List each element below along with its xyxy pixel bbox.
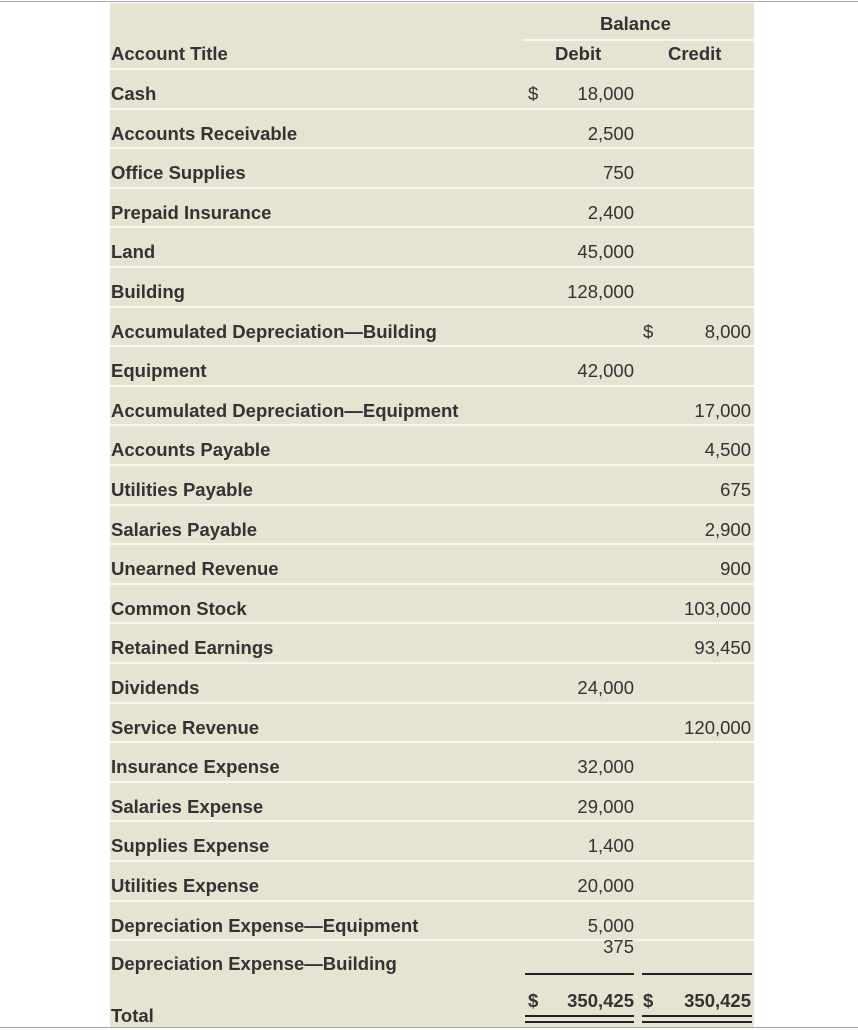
table-row <box>110 347 754 387</box>
row-debit: 2,500 <box>587 122 634 144</box>
credit-double-rule <box>642 1015 752 1023</box>
row-title: Dividends <box>111 677 200 698</box>
table-row <box>110 902 754 942</box>
row-title: Office Supplies <box>111 162 246 184</box>
row-debit: 375 <box>603 936 634 957</box>
row-debit: 20,000 <box>577 875 634 896</box>
row-title: Accounts Receivable <box>111 122 298 144</box>
row-title: Common Stock <box>111 597 247 619</box>
table-row <box>110 664 754 704</box>
row-debit: 24,000 <box>577 677 634 698</box>
row-title: Utilities Expense <box>111 875 260 896</box>
table-row <box>110 149 754 189</box>
total-debit-sign: $ <box>528 990 539 1011</box>
row-debit: 42,000 <box>577 360 634 382</box>
row-debit: 1,400 <box>587 835 634 857</box>
debit-double-rule <box>525 1015 634 1023</box>
total-credit: 350,425 <box>684 990 751 1011</box>
table-row <box>110 862 754 902</box>
row-title: Salaries Payable <box>111 518 258 540</box>
row-title: Land <box>111 241 156 263</box>
table-row <box>110 704 754 744</box>
credit-header: Credit <box>668 43 722 64</box>
row-title: Unearned Revenue <box>111 558 279 580</box>
balance-header: Balance <box>600 13 671 34</box>
table-row <box>110 268 754 308</box>
row-title: Depreciation Expense—Building <box>111 953 397 974</box>
row-title: Salaries Expense <box>111 795 264 817</box>
row-credit: 2,900 <box>704 518 751 540</box>
top-rule <box>0 1 858 2</box>
row-title: Equipment <box>111 360 207 382</box>
credit-sum-rule <box>642 973 752 975</box>
row-credit: 120,000 <box>684 716 751 738</box>
trial-balance-table <box>110 3 754 1027</box>
header-balance-row <box>110 3 754 41</box>
table-row <box>110 466 754 506</box>
row-credit: 17,000 <box>694 399 751 421</box>
table-row <box>110 822 754 862</box>
credit-dollar-sign: $ <box>643 320 654 342</box>
row-title: Depreciation Expense—Equipment <box>111 914 419 936</box>
table-row <box>110 110 754 150</box>
total-label: Total <box>111 1005 154 1026</box>
table-row <box>110 743 754 783</box>
table-row <box>110 783 754 823</box>
table-row <box>110 585 754 625</box>
table-row <box>110 506 754 546</box>
account-title-header: Account Title <box>111 43 228 64</box>
row-debit: 128,000 <box>567 281 634 302</box>
table-row <box>110 387 754 427</box>
row-credit: 4,500 <box>704 439 751 461</box>
row-title: Insurance Expense <box>111 756 280 778</box>
total-row <box>110 936 754 1027</box>
debit-header: Debit <box>555 43 602 64</box>
row-debit: 29,000 <box>577 795 634 817</box>
table-row <box>110 189 754 229</box>
row-credit: 93,450 <box>694 637 751 659</box>
table-row <box>110 228 754 268</box>
table-row <box>110 308 754 348</box>
bottom-rule <box>0 1027 858 1028</box>
table-row <box>110 426 754 466</box>
row-title: Cash <box>111 83 157 104</box>
row-credit: 8,000 <box>704 320 751 342</box>
row-title: Accumulated Depreciation—Building <box>111 320 437 342</box>
row-title: Service Revenue <box>111 716 260 738</box>
table-row <box>110 70 754 110</box>
row-debit: 45,000 <box>577 241 634 263</box>
row-title: Utilities Payable <box>111 479 253 500</box>
row-debit: 750 <box>603 162 634 184</box>
row-credit: 900 <box>720 558 751 580</box>
row-title: Supplies Expense <box>111 835 270 857</box>
debit-dollar-sign: $ <box>528 83 539 104</box>
row-credit: 103,000 <box>684 597 751 619</box>
header-columns-row <box>110 41 754 70</box>
row-title: Accumulated Depreciation—Equipment <box>111 399 459 421</box>
debit-sum-rule <box>525 973 634 975</box>
total-debit: 350,425 <box>567 990 634 1011</box>
table-row <box>110 624 754 664</box>
row-debit: 18,000 <box>577 83 634 104</box>
row-title: Retained Earnings <box>111 637 274 659</box>
row-title: Prepaid Insurance <box>111 201 272 223</box>
row-debit: 32,000 <box>577 756 634 778</box>
row-debit: 5,000 <box>587 914 634 936</box>
table-row <box>110 545 754 585</box>
row-debit: 2,400 <box>587 201 634 223</box>
row-credit: 675 <box>720 479 751 500</box>
total-credit-sign: $ <box>643 990 654 1011</box>
row-title: Accounts Payable <box>111 439 271 461</box>
row-title: Building <box>111 281 185 302</box>
